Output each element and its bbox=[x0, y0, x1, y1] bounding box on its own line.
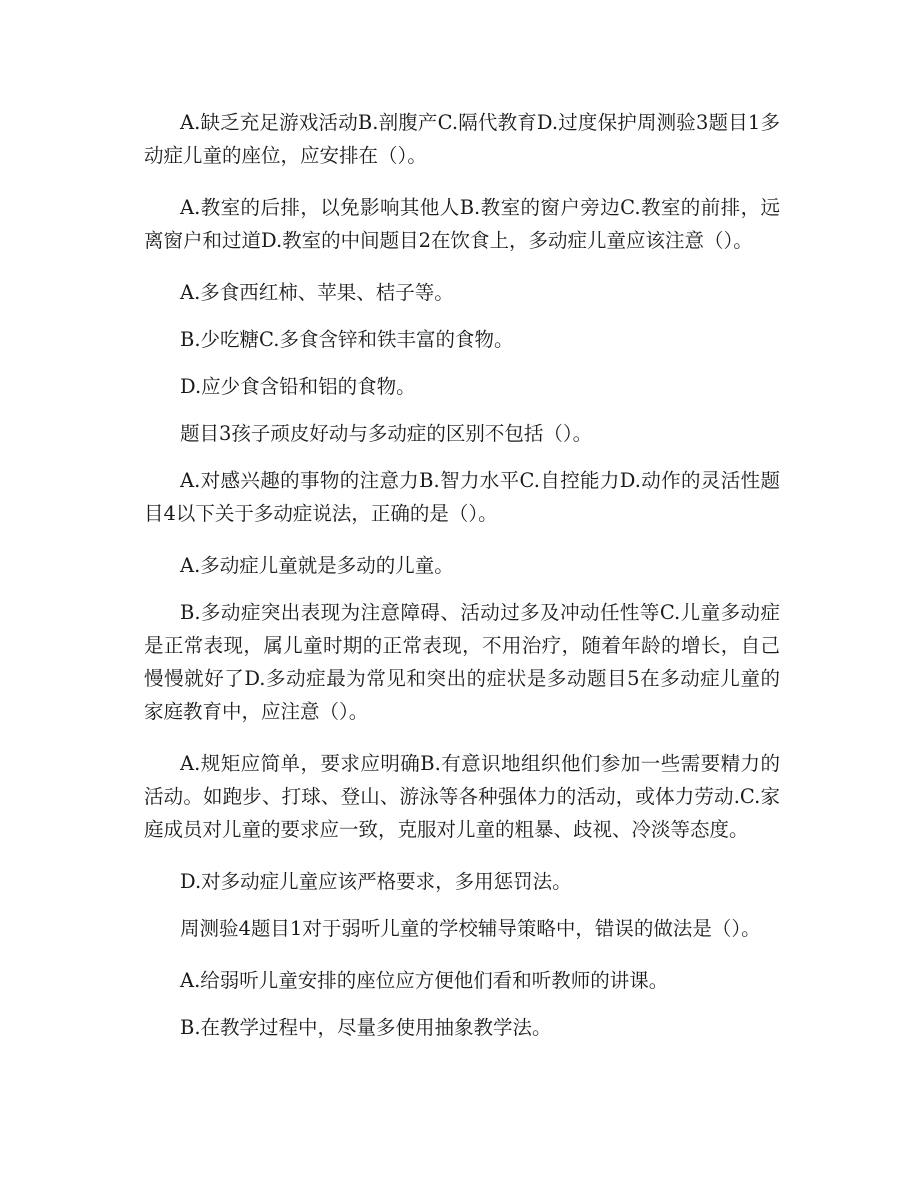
paragraph-5: D.应少食含铅和铝的食物。 bbox=[180, 375, 416, 398]
paragraph-14: B.在教学过程中，尽量多使用抽象教学法。 bbox=[180, 1016, 552, 1039]
paragraph-12: 周测验4题目1对于弱听儿童的学校辅导策略中，错误的做法是（）。 bbox=[180, 917, 761, 940]
document-body bbox=[144, 106, 780, 1058]
paragraph-6: 题目3孩子顽皮好动与多动症的区别不包括（）。 bbox=[180, 422, 593, 445]
paragraph-11: D.对多动症儿童应该严格要求，多用惩罚法。 bbox=[180, 870, 572, 893]
paragraph-3: A.多食西红柿、苹果、桔子等。 bbox=[180, 281, 454, 304]
paragraph-8: A.多动症儿童就是多动的儿童。 bbox=[180, 554, 454, 577]
paragraph-1: A.缺乏充足游戏活动B.剖腹产C.隔代教育D.过度保护周测验3题目1多动症儿童的座位，应安排在（）。 bbox=[144, 111, 780, 167]
paragraph-2: A.教室的后排，以免影响其他人B.教室的窗户旁边C.教室的前排，远离窗户和过道D.教室的中间题目2在饮食上，多动症儿童应该注意（）。 bbox=[144, 196, 780, 252]
paragraph-13: A.给弱听儿童安排的座位应方便他们看和听教师的讲课。 bbox=[180, 969, 669, 992]
paragraph-10: A.规矩应简单，要求应明确B.有意识地组织他们参加一些需要精力的活动。如跑步、打球、登山、游泳等各种强体力的活动，或体力劳动.C.家庭成员对儿童的要求应一致，克服对儿童的粗暴、歧视、冷淡等态度。 bbox=[144, 752, 780, 841]
paragraph-7: A.对感兴趣的事物的注意力B.智力水平C.自控能力D.动作的灵活性题目4以下关于多动症说法，正确的是（）。 bbox=[144, 469, 780, 525]
paragraph-9: B.多动症突出表现为注意障碍、活动过多及冲动任性等C.儿童多动症是正常表现，属儿童时期的正常表现，不用治疗，随着年龄的增长，自己慢慢就好了D.多动症最为常见和突出的症状是多动题目5在多动症儿童的家庭教育中，应注意（）。 bbox=[144, 601, 780, 723]
paragraph-4: B.少吃糖C.多食含锌和铁丰富的食物。 bbox=[180, 328, 514, 351]
